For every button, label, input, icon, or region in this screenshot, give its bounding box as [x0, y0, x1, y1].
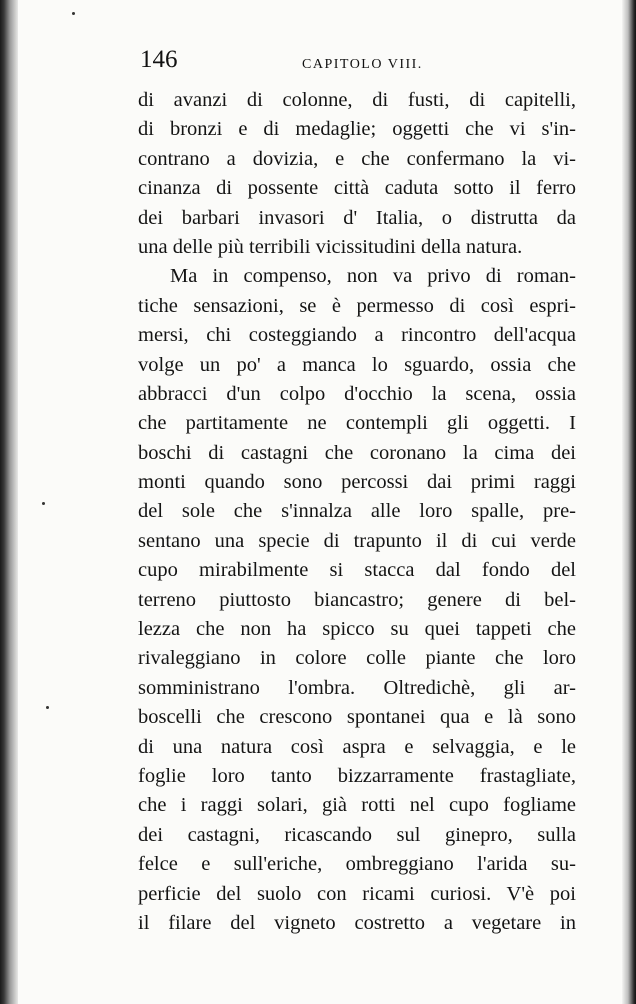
text-line: cinanza di possente città caduta sotto il ferro: [138, 177, 576, 200]
body-text: [138, 86, 576, 938]
text-line: tiche sensazioni, se è permesso di così espri-: [138, 294, 576, 317]
text-line: che i raggi solari, già rotti nel cupo fogliame: [138, 794, 576, 817]
text-line: abbracci d'un colpo d'occhio la scena, ossia: [138, 382, 576, 405]
text-line: una delle più terribili vicissitudini della natura.: [138, 235, 523, 258]
text-line: foglie loro tanto bizzarramente frastagliate,: [138, 764, 576, 787]
running-head: CAPITOLO VIII.: [302, 57, 423, 72]
text-line: che partitamente ne contempli gli oggetti. I: [138, 412, 576, 435]
text-line: perficie del suolo con ricami curiosi. V'è poi: [138, 882, 576, 905]
paper-speck: [42, 502, 45, 505]
text-line: del sole che s'innalza alle loro spalle, pre-: [138, 500, 576, 523]
text-line: boscelli che crescono spontanei qua e là sono: [138, 706, 576, 729]
text-line: dei barbari invasori d' Italia, o distrutta da: [138, 206, 576, 229]
page-header: [140, 46, 570, 78]
text-line: di avanzi di colonne, di fusti, di capitelli,: [138, 89, 576, 111]
text-line: il filare del vigneto costretto a vegetare in: [138, 911, 576, 934]
paper-speck: [72, 12, 75, 15]
text-line: rivaleggiano in colore colle piante che loro: [138, 647, 576, 670]
text-line: volge un po' a manca lo sguardo, ossia che: [138, 353, 576, 376]
text-line: lezza che non ha spicco su quei tappeti che: [138, 618, 576, 641]
text-line: felce e sull'eriche, ombreggiano l'arida su-: [138, 853, 576, 876]
text-line: dei castagni, ricascando sul ginepro, sulla: [138, 823, 576, 846]
text-line: sentano una specie di trapunto il di cui verde: [138, 529, 576, 552]
page-edge-shadow: [622, 0, 636, 1004]
text-line: mersi, chi costeggiando a rincontro dell'acqua: [138, 324, 576, 347]
text-line: somministrano l'ombra. Oltredichè, gli ar-: [138, 676, 576, 699]
page-number: 146: [140, 46, 178, 73]
text-line: monti quando sono percossi dai primi raggi: [138, 471, 576, 494]
text-line: cupo mirabilmente si stacca dal fondo del: [138, 559, 576, 582]
text-line: di una natura così aspra e selvaggia, e le: [138, 735, 576, 758]
text-line: di bronzi e di medaglie; oggetti che vi s'in-: [138, 118, 576, 141]
text-line: boschi di castagni che coronano la cima dei: [138, 441, 576, 464]
text-line: contrano a dovizia, e che confermano la vi-: [138, 147, 576, 170]
text-line: terreno piuttosto biancastro; genere di bel-: [138, 588, 576, 611]
paper-speck: [46, 706, 49, 709]
book-gutter-shadow: [0, 0, 18, 1004]
text-line: Ma in compenso, non va privo di roman-: [170, 265, 576, 288]
